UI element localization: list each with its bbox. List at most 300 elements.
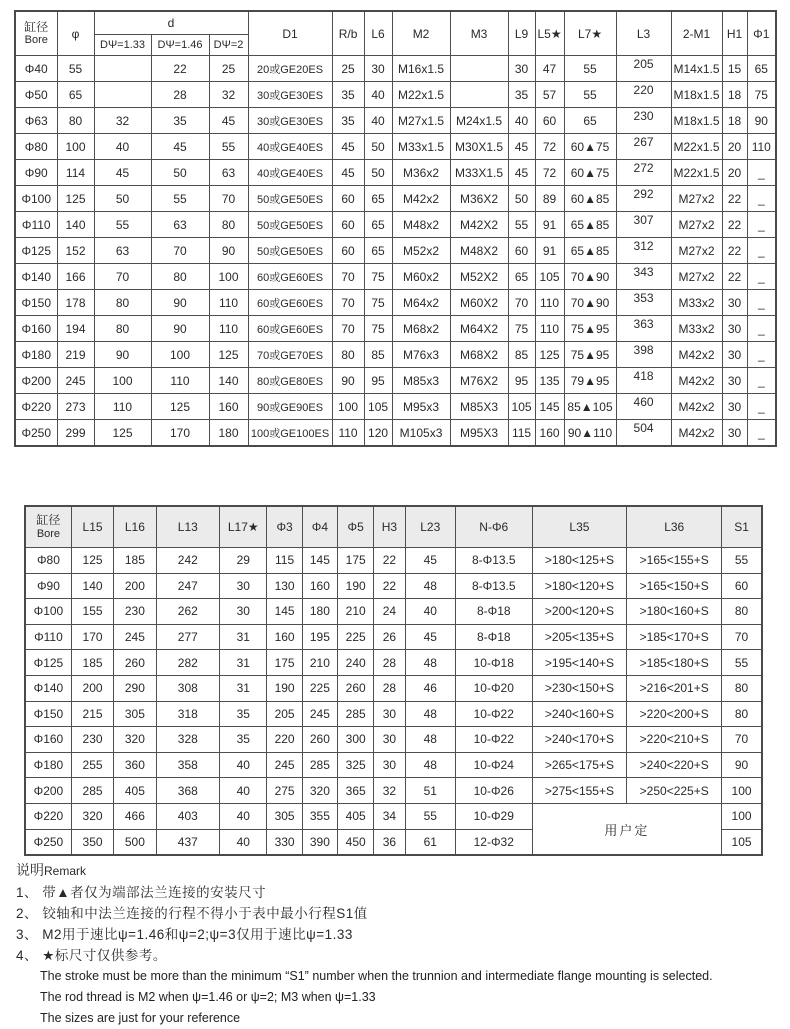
table-cell: 215 (71, 701, 113, 727)
bore-cell: Φ90 (15, 160, 57, 186)
table-cell: 110 (535, 290, 564, 316)
table-cell: 330 (267, 829, 302, 855)
table-cell: 30 (722, 394, 747, 420)
table-cell: 32 (209, 82, 248, 108)
table-cell: 460 (616, 394, 671, 420)
col-header-d1: D1 (248, 11, 332, 56)
table-cell: 260 (302, 727, 337, 753)
table-cell: 155 (71, 599, 113, 625)
table-cell: >240<220+S (627, 752, 722, 778)
table-cell: 22 (722, 264, 747, 290)
table-cell: 152 (57, 238, 94, 264)
table-cell: 55 (564, 82, 616, 108)
bore-cell: Φ180 (25, 752, 71, 778)
table-cell: 10-Φ20 (455, 675, 532, 701)
table-cell: 40 (220, 829, 267, 855)
table-cell: 262 (156, 599, 220, 625)
table-cell: 242 (156, 548, 220, 574)
col-header-d-group: d (94, 11, 248, 35)
table-cell: >180<160+S (627, 599, 722, 625)
bore-cell: Φ220 (25, 803, 71, 829)
table-cell: >216<201+S (627, 675, 722, 701)
bore-label-en-2: Bore (36, 527, 61, 540)
table-cell: 110 (332, 420, 364, 447)
table-cell: 110 (535, 316, 564, 342)
table-cell: 160 (267, 624, 302, 650)
table-cell: _ (747, 368, 776, 394)
col-header-l35: L35 (532, 506, 627, 548)
table-row (15, 82, 776, 108)
table-cell: 30 (364, 56, 392, 82)
table-cell: 30 (374, 752, 405, 778)
table-cell: 60 (508, 238, 535, 264)
cylinder-dimensions-table-1 (14, 10, 777, 447)
table-row (25, 599, 762, 625)
table-cell: 65 (364, 212, 392, 238)
table-cell: 35 (332, 82, 364, 108)
table-cell: 75▲95 (564, 342, 616, 368)
table-cell: 65 (364, 186, 392, 212)
table-cell: 29 (220, 548, 267, 574)
table-cell: 70 (722, 727, 762, 753)
table-cell: 91 (535, 238, 564, 264)
table-cell: 45 (151, 134, 209, 160)
bore-cell: Φ200 (15, 368, 57, 394)
table-cell: M76x3 (392, 342, 450, 368)
table-cell: M60X2 (450, 290, 508, 316)
table-cell: 55 (151, 186, 209, 212)
table-cell: M95x3 (392, 394, 450, 420)
table-cell: 145 (267, 599, 302, 625)
table-cell: 10-Φ29 (455, 803, 532, 829)
bore-cell: Φ150 (25, 701, 71, 727)
table-cell: 63 (94, 238, 151, 264)
table-cell: 247 (156, 573, 220, 599)
table-cell: 90▲110 (564, 420, 616, 447)
table-cell: M22x1.5 (671, 160, 722, 186)
table-cell: M64x2 (392, 290, 450, 316)
table-cell: 40或GE40ES (248, 160, 332, 186)
table-cell: 100 (151, 342, 209, 368)
table-cell: 60或GE60ES (248, 290, 332, 316)
table-cell: 65 (364, 238, 392, 264)
table-cell: 80 (209, 212, 248, 238)
table-cell: 368 (156, 778, 220, 804)
table-cell: 60 (535, 108, 564, 134)
table-cell: 80 (722, 675, 762, 701)
table-cell: 35 (220, 727, 267, 753)
table-cell: 80 (94, 316, 151, 342)
table-row (15, 316, 776, 342)
table-cell: 70 (722, 624, 762, 650)
col-header-bore (15, 11, 57, 56)
table-cell: M42x2 (671, 368, 722, 394)
table-cell: 70 (332, 316, 364, 342)
col-header-l23: L23 (405, 506, 455, 548)
table-cell: 145 (302, 548, 337, 574)
table-cell: 15 (722, 56, 747, 82)
table-cell: M85x3 (392, 368, 450, 394)
table-cell: 22 (374, 548, 405, 574)
table-cell: 210 (302, 650, 337, 676)
table-cell: 10-Φ18 (455, 650, 532, 676)
table-cell: >205<135+S (532, 624, 627, 650)
table-cell: 55 (508, 212, 535, 238)
table-cell: 185 (114, 548, 156, 574)
table-cell: 34 (374, 803, 405, 829)
table-cell: 466 (114, 803, 156, 829)
col-header-s1: S1 (722, 506, 762, 548)
col-header-m2: M2 (392, 11, 450, 56)
table-cell: 45 (94, 160, 151, 186)
table-cell: 26 (374, 624, 405, 650)
table-cell: 292 (616, 186, 671, 212)
remark-item-2: 2、 铰轴和中法兰连接的行程不得小于表中最小行程S1值 (16, 906, 368, 921)
table-cell: 245 (267, 752, 302, 778)
table-cell: 8-Φ13.5 (455, 573, 532, 599)
table-row (15, 394, 776, 420)
table-cell: 50或GE50ES (248, 186, 332, 212)
table-cell: 140 (57, 212, 94, 238)
table-cell: 22 (722, 186, 747, 212)
table-cell: 110 (209, 316, 248, 342)
table-cell: M60x2 (392, 264, 450, 290)
table-cell: 90 (747, 108, 776, 134)
table-cell: 55 (722, 548, 762, 574)
table-cell: 47 (535, 56, 564, 82)
table-cell: 40 (364, 82, 392, 108)
table-cell: 190 (267, 675, 302, 701)
bore-cell: Φ40 (15, 56, 57, 82)
table-cell: M30X1.5 (450, 134, 508, 160)
table-cell: 40 (508, 108, 535, 134)
table-cell: M16x1.5 (392, 56, 450, 82)
table-cell: 230 (71, 727, 113, 753)
table-cell: 285 (338, 701, 374, 727)
table-cell: 110 (747, 134, 776, 160)
table-cell: >165<155+S (627, 548, 722, 574)
table-cell: 300 (338, 727, 374, 753)
table-cell: 63 (209, 160, 248, 186)
table-cell: M52x2 (392, 238, 450, 264)
table-cell: M64X2 (450, 316, 508, 342)
table-cell: 363 (616, 316, 671, 342)
table-cell: 55 (57, 56, 94, 82)
table-cell: 65▲85 (564, 212, 616, 238)
remarks-section (16, 860, 776, 1029)
table-cell: 70 (508, 290, 535, 316)
table-row (25, 778, 762, 804)
table-row (25, 675, 762, 701)
table-cell: 205 (267, 701, 302, 727)
col-header-d-psi146: DΨ=1.46 (151, 35, 209, 56)
table-cell: 100或GE100ES (248, 420, 332, 447)
table-cell: 55 (209, 134, 248, 160)
bore-cell: Φ180 (15, 342, 57, 368)
table-cell: 60 (332, 238, 364, 264)
table-cell: 220 (616, 82, 671, 108)
table-cell: >185<170+S (627, 624, 722, 650)
table-cell: 60或GE60ES (248, 264, 332, 290)
bore-label-en: Bore (24, 34, 48, 47)
table-cell: 36 (374, 829, 405, 855)
table-cell: 63 (151, 212, 209, 238)
table-cell: 72 (535, 134, 564, 160)
table-cell: 245 (114, 624, 156, 650)
table-cell: 30 (722, 316, 747, 342)
table-row (25, 727, 762, 753)
bore-cell: Φ50 (15, 82, 57, 108)
table-cell: 105 (722, 829, 762, 855)
table-cell: 114 (57, 160, 94, 186)
bore-cell: Φ140 (15, 264, 57, 290)
table-cell: M27x1.5 (392, 108, 450, 134)
table-cell: 260 (114, 650, 156, 676)
table-cell: 8-Φ18 (455, 624, 532, 650)
table-cell: 50或GE50ES (248, 212, 332, 238)
table-cell: 178 (57, 290, 94, 316)
table-cell: 30 (508, 56, 535, 82)
table-cell: 160 (302, 573, 337, 599)
table-row (25, 548, 762, 574)
table-cell: 318 (156, 701, 220, 727)
table-cell: 51 (405, 778, 455, 804)
remark-item-4: 4、 ★标尺寸仅供参考。 (16, 948, 167, 963)
table-cell: 60▲75 (564, 134, 616, 160)
table-cell: 80 (57, 108, 94, 134)
table-cell: M95X3 (450, 420, 508, 447)
table-cell: 290 (114, 675, 156, 701)
table-cell: 45 (508, 160, 535, 186)
table-cell: 46 (405, 675, 455, 701)
table-cell: M36X2 (450, 186, 508, 212)
table-cell: 219 (57, 342, 94, 368)
bore-cell: Φ150 (15, 290, 57, 316)
table-cell: 75 (364, 316, 392, 342)
bore-cell: Φ110 (15, 212, 57, 238)
table-cell: 328 (156, 727, 220, 753)
table-cell: 85 (364, 342, 392, 368)
table-cell: 120 (364, 420, 392, 447)
col-header-phi5: Φ5 (338, 506, 374, 548)
bore-cell: Φ250 (25, 829, 71, 855)
bore-cell: Φ80 (15, 134, 57, 160)
table-cell: 205 (616, 56, 671, 82)
table-cell: M33x2 (671, 316, 722, 342)
table-cell: 30 (722, 420, 747, 447)
table-cell: 403 (156, 803, 220, 829)
table-cell: M42X2 (450, 212, 508, 238)
table-cell: M68X2 (450, 342, 508, 368)
table-cell: 75 (508, 316, 535, 342)
table-cell: 70▲90 (564, 264, 616, 290)
col-header-nphi6: N-Φ6 (455, 506, 532, 548)
table-cell: 185 (71, 650, 113, 676)
table-cell: >195<140+S (532, 650, 627, 676)
table-cell: M27x2 (671, 186, 722, 212)
table-cell (450, 82, 508, 108)
table-cell: 140 (209, 368, 248, 394)
table-row (15, 212, 776, 238)
table-cell: 405 (114, 778, 156, 804)
table-cell: 105 (535, 264, 564, 290)
table-cell: 125 (57, 186, 94, 212)
col-header-rb: R/b (332, 11, 364, 56)
bore-cell: Φ160 (25, 727, 71, 753)
table-cell: 70 (151, 238, 209, 264)
table-cell (94, 56, 151, 82)
table-cell: 100 (94, 368, 151, 394)
table-cell: >220<210+S (627, 727, 722, 753)
table-cell: 8-Φ13.5 (455, 548, 532, 574)
remark-en-item-3: The sizes are just for your reference (40, 1011, 241, 1025)
table-cell: M48x2 (392, 212, 450, 238)
table-cell: 100 (332, 394, 364, 420)
table-cell: 230 (114, 599, 156, 625)
table-cell: 89 (535, 186, 564, 212)
table-cell: 60▲85 (564, 186, 616, 212)
table-cell: 50 (364, 134, 392, 160)
table-cell: _ (747, 394, 776, 420)
table-cell: 437 (156, 829, 220, 855)
table-cell: 50 (364, 160, 392, 186)
table-cell: 277 (156, 624, 220, 650)
table-cell: 80或GE80ES (248, 368, 332, 394)
table-row (25, 752, 762, 778)
table-row (15, 186, 776, 212)
table-cell: 8-Φ18 (455, 599, 532, 625)
table-cell: M42x2 (671, 394, 722, 420)
table-cell: 75 (364, 290, 392, 316)
table-row (15, 342, 776, 368)
table-cell: 200 (114, 573, 156, 599)
user-defined-cell: 用户定 (532, 803, 722, 855)
table-cell: 110 (94, 394, 151, 420)
table-cell: 273 (57, 394, 94, 420)
table-cell: 75 (364, 264, 392, 290)
table-cell: 100 (57, 134, 94, 160)
table-cell: 48 (405, 752, 455, 778)
table-cell: 504 (616, 420, 671, 447)
table-cell: 308 (156, 675, 220, 701)
table-cell: 22 (374, 573, 405, 599)
table-cell: 31 (220, 650, 267, 676)
bore-cell: Φ200 (25, 778, 71, 804)
remarks-title-en: Remark (44, 864, 87, 878)
table-cell: 398 (616, 342, 671, 368)
table-cell: _ (747, 264, 776, 290)
table-cell: 130 (267, 573, 302, 599)
table-row (15, 290, 776, 316)
col-header-phi3: Φ3 (267, 506, 302, 548)
bore-cell: Φ125 (15, 238, 57, 264)
table-cell: 105 (364, 394, 392, 420)
table-cell: 70 (332, 264, 364, 290)
table-cell: M27x2 (671, 212, 722, 238)
table-cell: 85 (508, 342, 535, 368)
table-cell: M24x1.5 (450, 108, 508, 134)
bore-cell: Φ100 (15, 186, 57, 212)
table-cell: M33x2 (671, 290, 722, 316)
table-cell: 170 (71, 624, 113, 650)
table-cell: 80 (722, 701, 762, 727)
table-cell: 80 (332, 342, 364, 368)
table-cell: 35 (332, 108, 364, 134)
table-cell: 105 (508, 394, 535, 420)
table-cell: 180 (302, 599, 337, 625)
table-cell: 450 (338, 829, 374, 855)
table-cell: 160 (209, 394, 248, 420)
table-cell: 28 (374, 650, 405, 676)
table-cell: 360 (114, 752, 156, 778)
table-cell: 90 (151, 290, 209, 316)
table-cell: 40或GE40ES (248, 134, 332, 160)
table-cell: 65 (508, 264, 535, 290)
table-cell: _ (747, 160, 776, 186)
table-cell: 299 (57, 420, 94, 447)
table-cell: 125 (151, 394, 209, 420)
cylinder-dimensions-table-2 (24, 505, 763, 856)
table-cell: >180<120+S (532, 573, 627, 599)
table-cell: 80 (94, 290, 151, 316)
table-cell: >275<155+S (532, 778, 627, 804)
table-cell: 79▲95 (564, 368, 616, 394)
table-cell: 175 (338, 548, 374, 574)
table-cell: M42x2 (392, 186, 450, 212)
table-cell: 25 (209, 56, 248, 82)
table-cell: 70 (94, 264, 151, 290)
table-cell: 282 (156, 650, 220, 676)
table-cell: 160 (535, 420, 564, 447)
table-cell: 40 (220, 778, 267, 804)
table-cell: 50 (94, 186, 151, 212)
table-cell: 90 (209, 238, 248, 264)
table-cell: 35 (508, 82, 535, 108)
table-cell: 230 (616, 108, 671, 134)
table-row (25, 650, 762, 676)
table-cell: 70或GE70ES (248, 342, 332, 368)
table-cell: 405 (338, 803, 374, 829)
table-cell: 31 (220, 675, 267, 701)
table-cell: >200<120+S (532, 599, 627, 625)
col-header-d-psi2: DΨ=2 (209, 35, 248, 56)
table-cell: 50 (508, 186, 535, 212)
table-cell: 225 (302, 675, 337, 701)
bore-label-cn: 缸径 (24, 19, 49, 34)
bore-cell: Φ250 (15, 420, 57, 447)
table-cell: _ (747, 238, 776, 264)
table-cell: 91 (535, 212, 564, 238)
table-cell: 65 (57, 82, 94, 108)
table-cell: 20 (722, 160, 747, 186)
table-cell: 320 (71, 803, 113, 829)
remarks-title-cn: 说明 (16, 862, 44, 878)
table-cell: 50或GE50ES (248, 238, 332, 264)
table-cell: M18x1.5 (671, 108, 722, 134)
table-cell: 65▲85 (564, 238, 616, 264)
table-cell: 60 (722, 573, 762, 599)
table-cell: 10-Φ22 (455, 701, 532, 727)
table-cell: 31 (220, 624, 267, 650)
table-cell: M52X2 (450, 264, 508, 290)
table-cell: _ (747, 186, 776, 212)
table-cell: 194 (57, 316, 94, 342)
table-cell: 95 (508, 368, 535, 394)
table-cell: 75▲95 (564, 316, 616, 342)
table-cell: 390 (302, 829, 337, 855)
table-cell: 61 (405, 829, 455, 855)
table-cell: M85X3 (450, 394, 508, 420)
